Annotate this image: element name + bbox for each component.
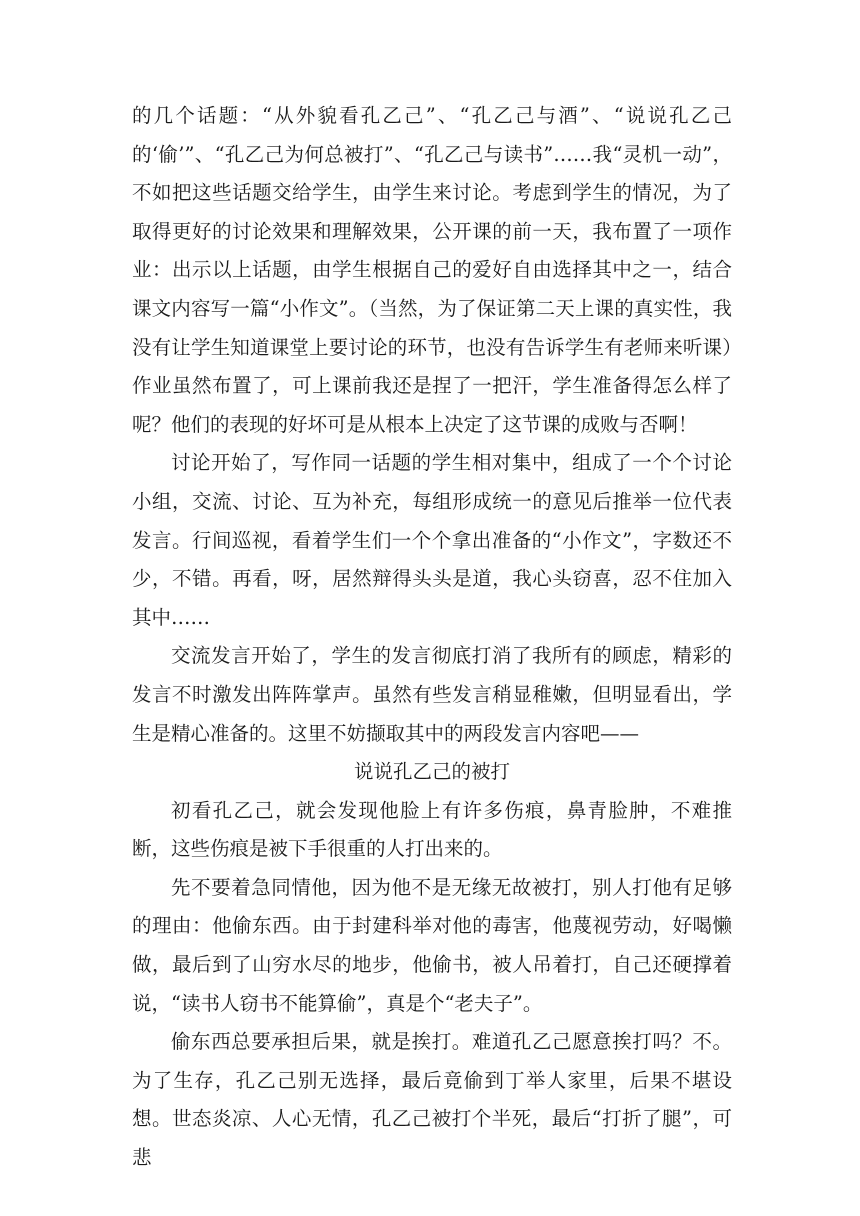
- paragraph-reason: 先不要着急同情他，因为他不是无缘无故被打，别人打他有足够的理由：他偷东西。由于封建科举对他的毒害，他蔑视劳动，好喝懒做，最后到了山穷水尽的地步，他偷书，被人吊着打，自己还硬撑着说，“读书人窃书不能算偷”，真是个“老夫子”。: [132, 875, 732, 1015]
- paragraph-speech-start: 交流发言开始了，学生的发言彻底打消了我所有的顾虑，精彩的发言不时激发出阵阵掌声。虽然有些发言稍显稚嫩，但明显看出，学生是精心准备的。这里不妨撷取其中的两段发言内容吧——: [132, 644, 732, 745]
- paragraph-continuation: 的几个话题：“从外貌看孔乙己”、“孔乙己与酒”、“说说孔乙己的‘偷’”、“孔乙己为何总被打”、“孔乙己与读书”……我“灵机一动”，不如把这些话题交给学生，由学生来讨论。考虑到学生的情况，为了取得更好的讨论效果和理解效果，公开课的前一天，我布置了一项作业：出示以上话题，由学生根据自己的爱好自由选择其中之一，结合课文内容写一篇“小作文”。（当然，为了保证第二天上课的真实性，我没有让学生知道课堂上要讨论的环节，也没有告诉学生有老师来听课）作业虽然布置了，可上课前我还是捏了一把汗，学生准备得怎么样了呢？他们的表现的好坏可是从根本上决定了这节课的成败与否啊！: [132, 104, 732, 436]
- document-body: [132, 97, 732, 1178]
- paragraph-consequence: 偷东西总要承担后果，就是挨打。难道孔乙己愿意挨打吗？不。为了生存，孔乙己别无选择，最后竟偷到丁举人家里，后果不堪设想。世态炎凉、人心无情，孔乙己被打个半死，最后“打折了腿”，可悲: [132, 1030, 732, 1170]
- paragraph-first-look: 初看孔乙己，就会发现他脸上有许多伤痕，鼻青脸肿，不难推断，这些伤痕是被下手很重的人打出来的。: [132, 798, 732, 861]
- section-heading: 说说孔乙己的被打: [353, 760, 510, 784]
- paragraph-discussion-start: 讨论开始了，写作同一话题的学生相对集中，组成了一个个讨论小组，交流、讨论、互为补充，每组形成统一的意见后推举一位代表发言。行间巡视，看着学生们一个个拿出准备的“小作文”，字数还不少，不错。再看，呀，居然辩得头头是道，我心头窃喜，忍不住加入其中……: [132, 451, 732, 629]
